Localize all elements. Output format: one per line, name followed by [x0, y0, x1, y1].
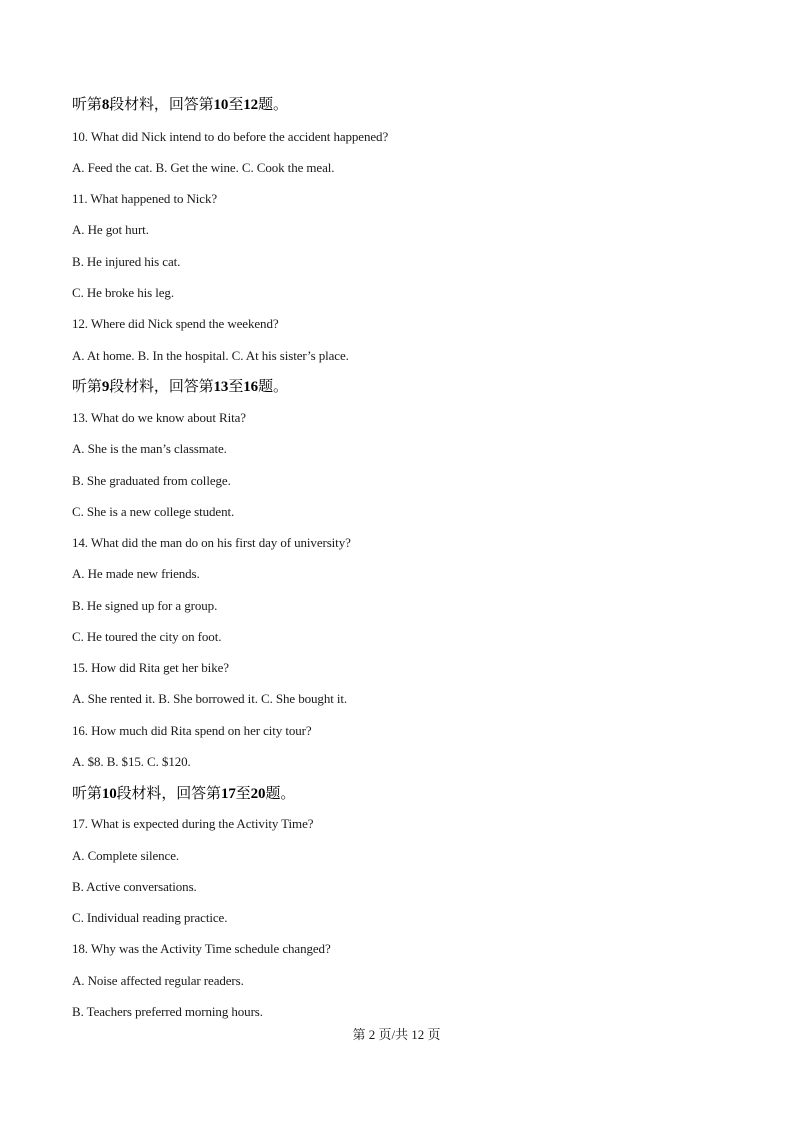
section-heading-8	[72, 96, 288, 114]
question-16: 16. How much did Rita spend on her city tour?	[72, 723, 312, 738]
option-18a: A. Noise affected regular readers.	[72, 973, 244, 988]
options-16: A. $8. B. $15. C. $120.	[72, 754, 191, 769]
heading-text: 段材料，回答第	[109, 379, 214, 395]
option-11a: A. He got hurt.	[72, 222, 149, 237]
heading-number: 9	[101, 379, 110, 395]
heading-text: 段材料，回答第	[109, 97, 214, 113]
option-18b: B. Teachers preferred morning hours.	[72, 1004, 263, 1019]
heading-number: 10	[213, 97, 229, 113]
heading-number: 20	[250, 786, 266, 802]
heading-number: 17	[220, 786, 236, 802]
heading-number: 16	[243, 379, 259, 395]
heading-text: 听第	[72, 786, 102, 802]
question-18: 18. Why was the Activity Time schedule changed?	[72, 941, 331, 956]
heading-text: 段材料，回答第	[116, 786, 221, 802]
option-13c: C. She is a new college student.	[72, 504, 235, 519]
heading-text: 题。	[258, 379, 288, 395]
heading-text: 至	[228, 97, 244, 113]
question-10: 10. What did Nick intend to do before the accident happened?	[72, 129, 389, 144]
question-12: 12. Where did Nick spend the weekend?	[72, 316, 279, 331]
heading-text: 题。	[265, 786, 296, 802]
question-14: 14. What did the man do on his first day of university?	[72, 535, 351, 550]
options-12: A. At home. B. In the hospital. C. At his sister’s place.	[72, 348, 349, 363]
options-15: A. She rented it. B. She borrowed it. C. She bought it.	[72, 691, 348, 706]
section-heading-9	[72, 378, 288, 396]
options-10: A. Feed the cat. B. Get the wine. C. Cook the meal.	[72, 160, 335, 175]
option-11b: B. He injured his cat.	[72, 254, 181, 269]
heading-number: 12	[243, 97, 259, 113]
option-17b: B. Active conversations.	[72, 879, 197, 894]
section-heading-10	[72, 785, 295, 803]
heading-number: 13	[213, 379, 229, 395]
question-17: 17. What is expected during the Activity Time?	[72, 816, 314, 831]
option-13a: A. She is the man’s classmate.	[72, 441, 227, 456]
page-footer: 第 2 页/共 12 页	[352, 1027, 441, 1042]
heading-text: 题。	[258, 97, 288, 113]
option-11c: C. He broke his leg.	[72, 285, 174, 300]
question-11: 11. What happened to Nick?	[72, 191, 218, 206]
option-17c: C. Individual reading practice.	[72, 910, 228, 925]
question-15: 15. How did Rita get her bike?	[72, 660, 229, 675]
heading-text: 至	[228, 379, 244, 395]
option-14b: B. He signed up for a group.	[72, 598, 218, 613]
heading-text: 听第	[72, 379, 102, 395]
heading-number: 10	[101, 786, 117, 802]
option-13b: B. She graduated from college.	[72, 473, 231, 488]
option-14a: A. He made new friends.	[72, 566, 200, 581]
option-14c: C. He toured the city on foot.	[72, 629, 222, 644]
heading-text: 至	[235, 786, 251, 802]
heading-text: 听第	[72, 97, 102, 113]
question-13: 13. What do we know about Rita?	[72, 410, 246, 425]
heading-number: 8	[101, 97, 110, 113]
option-17a: A. Complete silence.	[72, 848, 180, 863]
